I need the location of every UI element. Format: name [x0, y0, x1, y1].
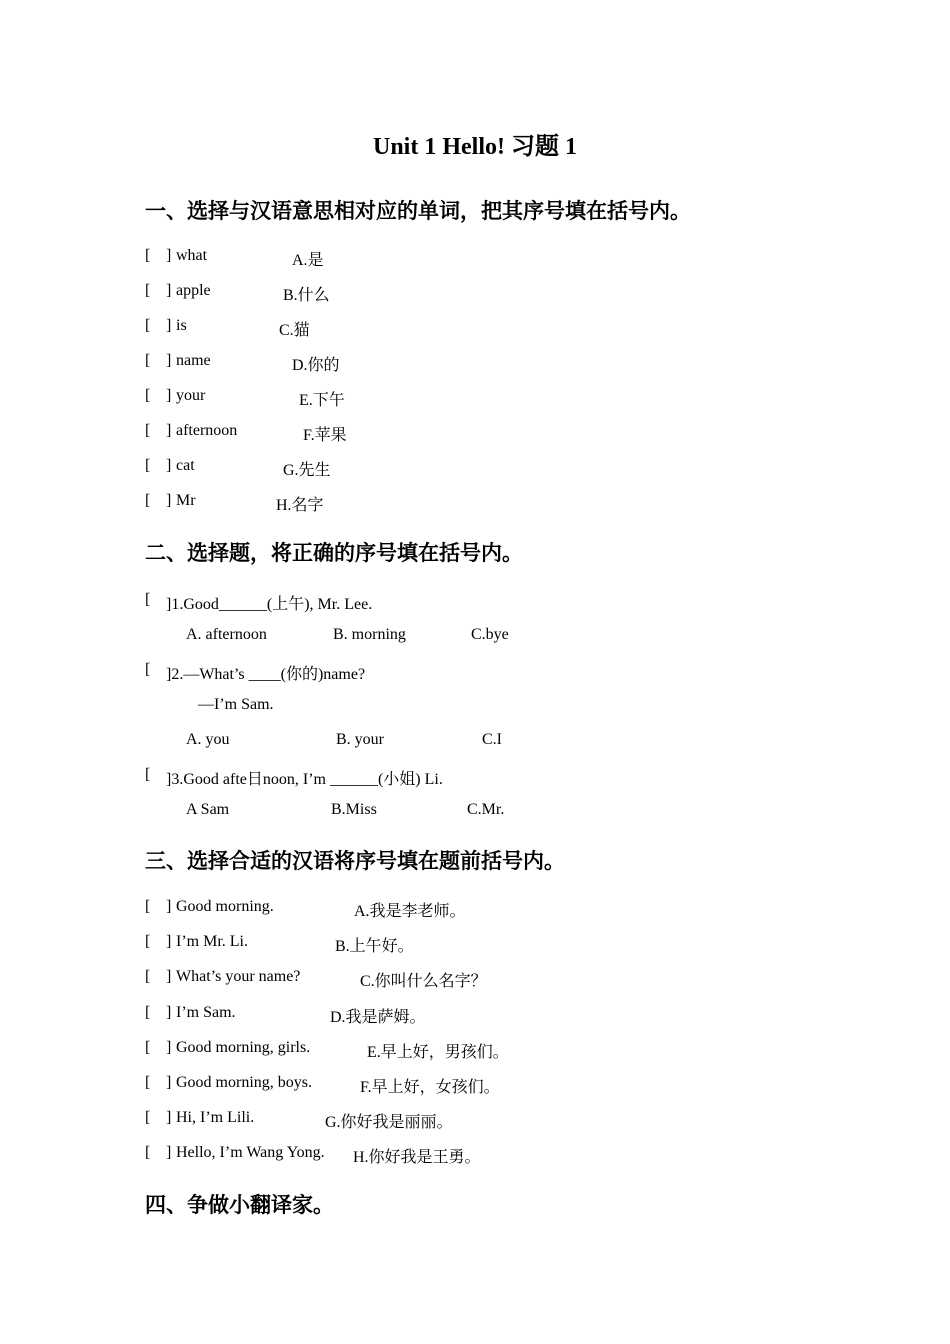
bracket-open: [ [145, 492, 151, 509]
s1-word: afternoon [176, 422, 238, 439]
s3-option: D.我是萨姆。 [330, 1009, 426, 1026]
bracket-close: ] [166, 1074, 172, 1091]
bracket-close: ] [166, 1039, 172, 1056]
s3-option: F.早上好，女孩们。 [360, 1079, 500, 1096]
s1-option: G.先生 [283, 462, 331, 479]
bracket-open: [ [145, 1144, 151, 1161]
s3-option: H.你好我是王勇。 [353, 1149, 481, 1166]
s3-sentence: Hi, I’m Lili. [176, 1109, 255, 1126]
s3-option: C.你叫什么名字？ [360, 973, 487, 990]
bracket-open: [ [145, 282, 151, 299]
s3-sentence: Good morning, girls. [176, 1039, 311, 1056]
option-b: B.Miss [331, 801, 377, 818]
bracket-close: ] [166, 1144, 172, 1161]
bracket-open: [ [145, 317, 151, 334]
page-title: Unit 1 Hello! 习题 1 [373, 134, 577, 160]
option-a: A. afternoon [186, 626, 267, 643]
s3-sentence: Good morning. [176, 898, 274, 915]
reply-text: —I’m Sam. [198, 696, 274, 713]
bracket-close: ] [166, 1004, 172, 1021]
s3-option: A.我是李老师。 [354, 903, 466, 920]
s3-option: G.你好我是丽丽。 [325, 1114, 453, 1131]
s1-option: H.名字 [276, 497, 324, 514]
s1-option: A.是 [292, 252, 324, 269]
section-3-heading: 三、选择合适的汉语将序号填在题前括号内。 [145, 849, 565, 873]
bracket-open: [ [145, 766, 151, 783]
bracket-close: ] [166, 352, 172, 369]
bracket-close: ] [166, 422, 172, 439]
bracket-close: ] [166, 968, 172, 985]
s1-option: F.苹果 [303, 427, 347, 444]
s1-word: your [176, 387, 206, 404]
bracket-close: ] [166, 317, 172, 334]
s1-word: name [176, 352, 211, 369]
bracket-open: [ [145, 1004, 151, 1021]
bracket-open: [ [145, 352, 151, 369]
s3-sentence: Hello, I’m Wang Yong. [176, 1144, 325, 1161]
option-a: A. you [186, 731, 230, 748]
s1-word: apple [176, 282, 211, 299]
bracket-close: ] [166, 282, 172, 299]
bracket-open: [ [145, 422, 151, 439]
s3-sentence: What’s your name? [176, 968, 301, 985]
question-text: ]2.—What’s ____(你的)name? [166, 666, 366, 683]
bracket-open: [ [145, 1074, 151, 1091]
bracket-open: [ [145, 387, 151, 404]
bracket-open: [ [145, 661, 151, 678]
bracket-close: ] [166, 1109, 172, 1126]
section-4-heading: 四、争做小翻译家。 [145, 1193, 334, 1217]
s3-option: B.上午好。 [335, 938, 414, 955]
option-a: A Sam [186, 801, 230, 818]
bracket-close: ] [166, 492, 172, 509]
bracket-close: ] [166, 898, 172, 915]
option-b: B. your [336, 731, 384, 748]
bracket-close: ] [166, 933, 172, 950]
bracket-close: ] [166, 247, 172, 264]
s1-word: cat [176, 457, 195, 474]
s3-option: E.早上好，男孩们。 [367, 1044, 509, 1061]
bracket-open: [ [145, 1109, 151, 1126]
option-c: C.I [482, 731, 502, 748]
section-2-heading: 二、选择题，将正确的序号填在括号内。 [145, 541, 523, 565]
bracket-open: [ [145, 591, 151, 608]
option-c: C.Mr. [467, 801, 505, 818]
option-c: C.bye [471, 626, 509, 643]
s3-sentence: I’m Sam. [176, 1004, 236, 1021]
s1-option: E.下午 [299, 392, 345, 409]
bracket-open: [ [145, 898, 151, 915]
bracket-close: ] [166, 457, 172, 474]
s3-sentence: I’m Mr. Li. [176, 933, 248, 950]
section-1-heading: 一、选择与汉语意思相对应的单词，把其序号填在括号内。 [145, 199, 691, 223]
question-text: ]1.Good______(上午), Mr. Lee. [166, 596, 373, 613]
s1-word: what [176, 247, 208, 264]
bracket-open: [ [145, 968, 151, 985]
bracket-open: [ [145, 933, 151, 950]
s1-word: Mr [176, 492, 196, 509]
s1-option: D.你的 [292, 357, 340, 374]
question-text: ]3.Good afte日noon, I’m ______(小姐) Li. [166, 771, 443, 788]
bracket-open: [ [145, 457, 151, 474]
bracket-close: ] [166, 387, 172, 404]
bracket-open: [ [145, 247, 151, 264]
bracket-open: [ [145, 1039, 151, 1056]
s1-option: B.什么 [283, 287, 330, 304]
s1-word: is [176, 317, 187, 334]
s1-option: C.猫 [279, 322, 310, 339]
option-b: B. morning [333, 626, 406, 643]
s3-sentence: Good morning, boys. [176, 1074, 312, 1091]
